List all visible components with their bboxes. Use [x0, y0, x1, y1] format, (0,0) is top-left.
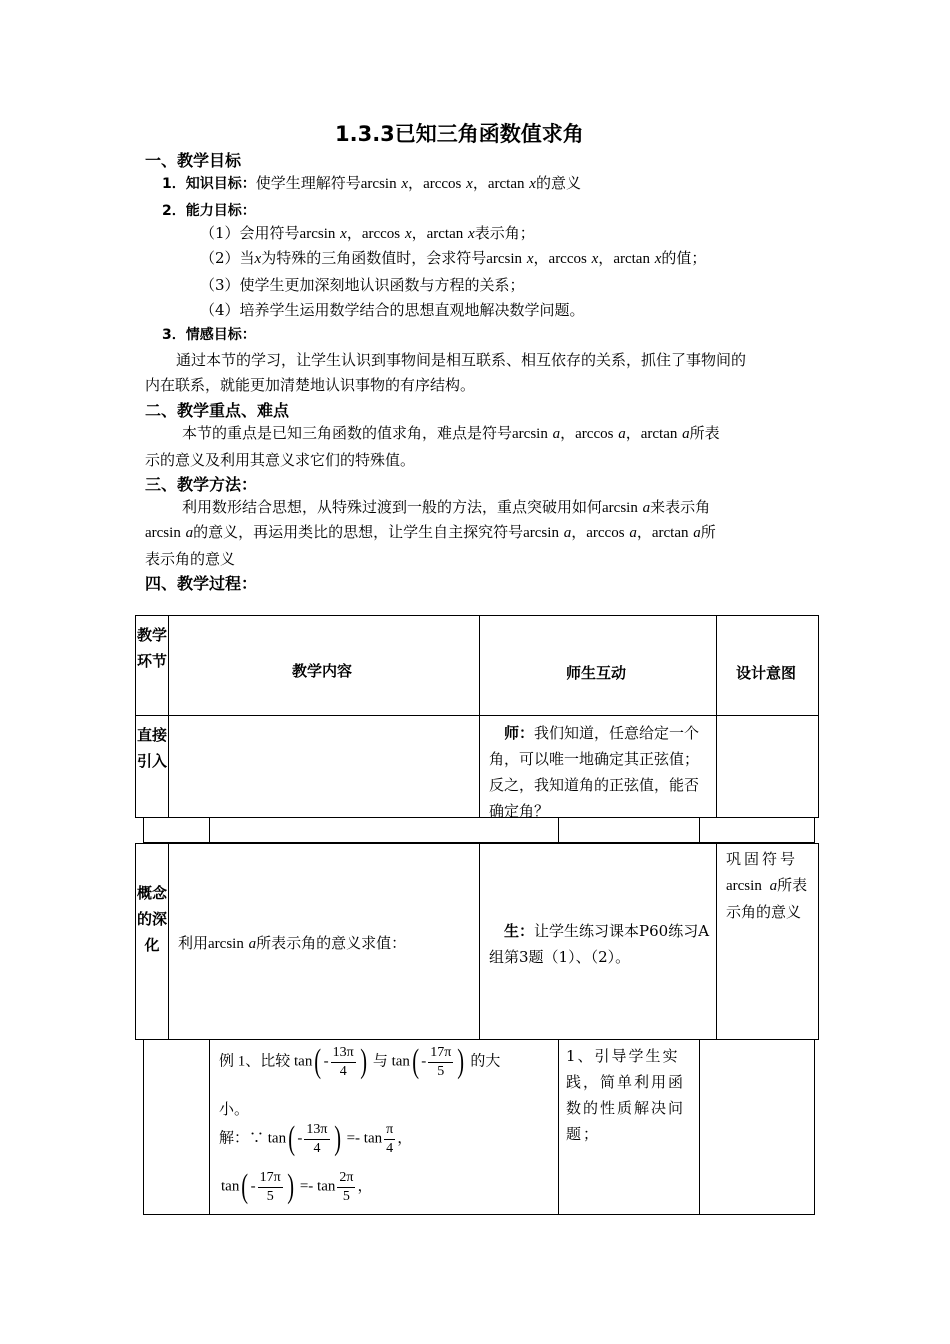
- left-paren: (: [288, 1120, 296, 1157]
- methods-text: 所: [700, 523, 716, 541]
- table-border: [168, 615, 169, 818]
- content-text: 所表示角的意义求值：: [256, 934, 407, 952]
- sym-x: x: [529, 176, 536, 192]
- table-border: [135, 615, 136, 818]
- solution-line-2: [221, 1168, 372, 1206]
- tan-fn: tan: [317, 1178, 336, 1195]
- page-title: 1.3.3已知三角函数值求角: [335, 122, 584, 146]
- solution-label: 解：∵: [219, 1130, 265, 1147]
- fraction-pi-4: $\frac{\pi}{4}$: [386, 1121, 394, 1156]
- equals-minus: =-: [299, 1178, 314, 1195]
- right-paren: ): [287, 1168, 294, 1205]
- ability-label: 2．能力目标：: [162, 203, 256, 219]
- table-border: [699, 1039, 700, 1215]
- sym-a: a: [185, 525, 194, 541]
- table-border: [135, 843, 136, 1040]
- table-border: [814, 1039, 815, 1215]
- example-text: 与: [372, 1053, 388, 1070]
- sym-a: a: [642, 500, 651, 516]
- sym-arctan: arctan: [613, 251, 650, 267]
- interaction-guide: 1、引导学生实践，简单利用函数的性质解决问题；: [566, 1047, 686, 1143]
- student-text: 让学生练习课本P60练习A组第3题（1）、（2）。: [489, 922, 710, 966]
- keypoints-text: 本节的重点是已知三角函数的值求角，难点是符号: [182, 424, 513, 442]
- sym-arccos: arccos: [586, 525, 625, 541]
- tan-fn: tan: [221, 1178, 240, 1195]
- fraction-13pi-4: $\frac{13\pi}{4}$: [306, 1121, 328, 1156]
- left-paren: (: [314, 1043, 322, 1080]
- ability-item-2: [200, 247, 706, 268]
- example-text: 例 1、比较: [219, 1053, 291, 1070]
- stage-concept-deepening: 概念的深化: [137, 884, 168, 954]
- sep: ，: [560, 424, 576, 442]
- knowledge-text: 使学生理解符号: [255, 174, 361, 192]
- example-text: 的大: [470, 1053, 501, 1070]
- table-border: [818, 843, 819, 1040]
- table-border: [814, 817, 815, 843]
- right-paren: ): [457, 1043, 465, 1080]
- table-border: [818, 615, 819, 818]
- methods-text: 来表示角: [650, 498, 711, 516]
- intent-consolidate: [726, 846, 812, 925]
- teacher-text: 我们知道，任意给定一个角，可以唯一地确定其正弦值；反之，我知道角的正弦值，能否确定角？: [489, 724, 700, 820]
- sep: ，: [533, 249, 549, 267]
- sym-a: a: [618, 426, 626, 442]
- right-paren: ): [333, 1120, 341, 1157]
- methods-text: 的意义，再运用类比的思想，让学生自主探究符号: [193, 523, 524, 541]
- sym-x: x: [404, 226, 412, 242]
- tan-fn: tan: [267, 1130, 287, 1147]
- table-border: [558, 1039, 559, 1215]
- table-border: [479, 615, 480, 818]
- sym-a: a: [563, 525, 572, 541]
- sym-x: x: [466, 176, 473, 192]
- sym-a: a: [552, 426, 561, 442]
- student-label: 生：: [504, 922, 535, 940]
- tan-fn: tan: [294, 1053, 313, 1070]
- sym-arcsin: arcsin: [486, 251, 523, 267]
- sym-arcsin: arcsin: [208, 936, 244, 952]
- fraction-17pi-5: $\frac{17\pi}{5}$: [259, 1169, 281, 1204]
- table-border: [168, 843, 169, 1040]
- example-1-cont: 小。: [219, 1100, 250, 1118]
- sym-arccos: arccos: [575, 426, 614, 442]
- sep: ，: [636, 523, 652, 541]
- sym-x: x: [591, 251, 599, 267]
- section-heading-keypoints: 二、教学重点、难点: [145, 401, 290, 420]
- table-border: [716, 615, 717, 818]
- sym-x: x: [254, 251, 262, 267]
- minus-sign: -: [421, 1053, 427, 1070]
- ability-text: 的值；: [661, 249, 707, 267]
- student-dialogue: [489, 918, 711, 970]
- section-heading-methods: 三、教学方法：: [145, 475, 258, 494]
- section-heading-objectives: 一、教学目标: [145, 151, 242, 170]
- sym-a: a: [629, 525, 637, 541]
- ability-text: （2）当: [200, 249, 255, 267]
- fraction-17pi-5: $\frac{17\pi}{5}$: [430, 1044, 452, 1079]
- methods-line-2: [145, 521, 716, 542]
- intent-text: 巩固符号: [726, 850, 799, 868]
- ability-item-4: （4）培养学生运用数学结合的思想直观地解决数学问题。: [200, 301, 585, 319]
- table-border: [209, 817, 210, 843]
- table-border: [716, 843, 717, 1040]
- sym-arcsin: arcsin: [360, 176, 397, 192]
- sym-arcsin: arcsin: [523, 525, 559, 541]
- content-text: 利用: [178, 934, 209, 952]
- intent-text: 所表示角的意义: [726, 876, 808, 921]
- teacher-label: 师：: [504, 724, 535, 742]
- ability-item-3: （3）使学生更加深刻地认识函数与方程的关系；: [200, 276, 525, 294]
- table-border: [558, 817, 559, 843]
- sym-x: x: [526, 251, 534, 267]
- ability-item-1: [200, 222, 535, 243]
- equals-minus: =-: [346, 1130, 361, 1147]
- sep: ，: [472, 174, 488, 192]
- table-border: [143, 1039, 144, 1215]
- keypoints-line-2: 示的意义及利用其意义求它们的特殊值。: [145, 451, 416, 469]
- methods-line-3: 表示角的意义: [145, 550, 236, 568]
- sym-arctan: arctan: [487, 176, 525, 192]
- sym-a: a: [769, 878, 778, 894]
- fraction-2pi-5: $\frac{2\pi}{5}$: [339, 1169, 354, 1204]
- sym-x: x: [468, 226, 475, 242]
- example-1-statement: [219, 1043, 500, 1081]
- emotion-text-2: 内在联系，就能更加清楚地认识事物的有序结构。: [145, 376, 476, 394]
- knowledge-objective: [162, 172, 581, 193]
- table-border: [209, 1039, 210, 1215]
- ability-text: 为特殊的三角函数值时，会求符号: [261, 249, 487, 267]
- tan-fn: tan: [391, 1053, 410, 1070]
- concept-content: [178, 932, 406, 953]
- sep: ，: [408, 174, 424, 192]
- minus-sign: -: [323, 1053, 329, 1070]
- sym-arctan: arctan: [651, 525, 689, 541]
- header-content: 教学内容: [292, 662, 353, 680]
- solution-line-1: [219, 1120, 412, 1158]
- teacher-dialogue: [489, 720, 711, 824]
- sep: ，: [625, 424, 641, 442]
- methods-text: 利用数形结合思想，从特殊过渡到一般的方法，重点突破用如何: [182, 498, 603, 516]
- knowledge-label: 1．知识目标：: [162, 176, 256, 192]
- header-stage: 教学环节: [137, 626, 168, 670]
- sym-arccos: arccos: [361, 226, 401, 242]
- sep: ，: [411, 224, 427, 242]
- table-border: [479, 843, 480, 1040]
- sym-x: x: [401, 176, 409, 192]
- table-border: [143, 1214, 815, 1215]
- methods-line-1: [182, 496, 710, 517]
- header-intent: 设计意图: [736, 664, 797, 682]
- sym-x: x: [340, 226, 347, 242]
- keypoints-text: 所表: [689, 424, 720, 442]
- sym-arccos: arccos: [423, 176, 462, 192]
- table-border: [699, 817, 700, 843]
- right-paren: ): [360, 1043, 367, 1080]
- sym-arcsin: arcsin: [512, 426, 548, 442]
- header-interaction: 师生互动: [566, 664, 627, 682]
- sep: ，: [346, 224, 362, 242]
- knowledge-tail: 的意义: [535, 174, 581, 192]
- sym-arcsin: arcsin: [602, 500, 638, 516]
- minus-sign: -: [297, 1130, 303, 1147]
- emotion-label: 3．情感目标：: [162, 327, 256, 343]
- sym-a: a: [693, 525, 701, 541]
- sep: ，: [397, 1130, 413, 1147]
- keypoints-line-1: [182, 422, 720, 443]
- minus-sign: -: [250, 1178, 256, 1195]
- sym-a: a: [248, 936, 257, 952]
- stage-direct-intro: 直接引入: [137, 726, 168, 770]
- sep: ，: [571, 523, 587, 541]
- left-paren: (: [241, 1168, 249, 1205]
- tan-fn: tan: [363, 1130, 383, 1147]
- sym-arcsin: arcsin: [299, 226, 336, 242]
- sym-a: a: [682, 426, 690, 442]
- sep: ，: [357, 1178, 373, 1195]
- sym-x: x: [654, 251, 662, 267]
- left-paren: (: [412, 1043, 419, 1080]
- sym-arctan: arctan: [426, 226, 464, 242]
- sym-arcsin: arcsin: [726, 878, 762, 894]
- sym-arccos: arccos: [548, 251, 587, 267]
- ability-text: 表示角；: [474, 224, 535, 242]
- sep: ，: [598, 249, 614, 267]
- sym-arcsin: arcsin: [145, 525, 181, 541]
- section-heading-process: 四、教学过程：: [145, 574, 258, 593]
- sym-arctan: arctan: [640, 426, 678, 442]
- fraction-13pi-4: $\frac{13\pi}{4}$: [332, 1044, 354, 1079]
- ability-text: （1）会用符号: [200, 224, 300, 242]
- emotion-text-1: 通过本节的学习，让学生认识到事物间是相互联系、相互依存的关系，抓住了事物间的: [176, 351, 747, 369]
- table-border: [143, 817, 144, 843]
